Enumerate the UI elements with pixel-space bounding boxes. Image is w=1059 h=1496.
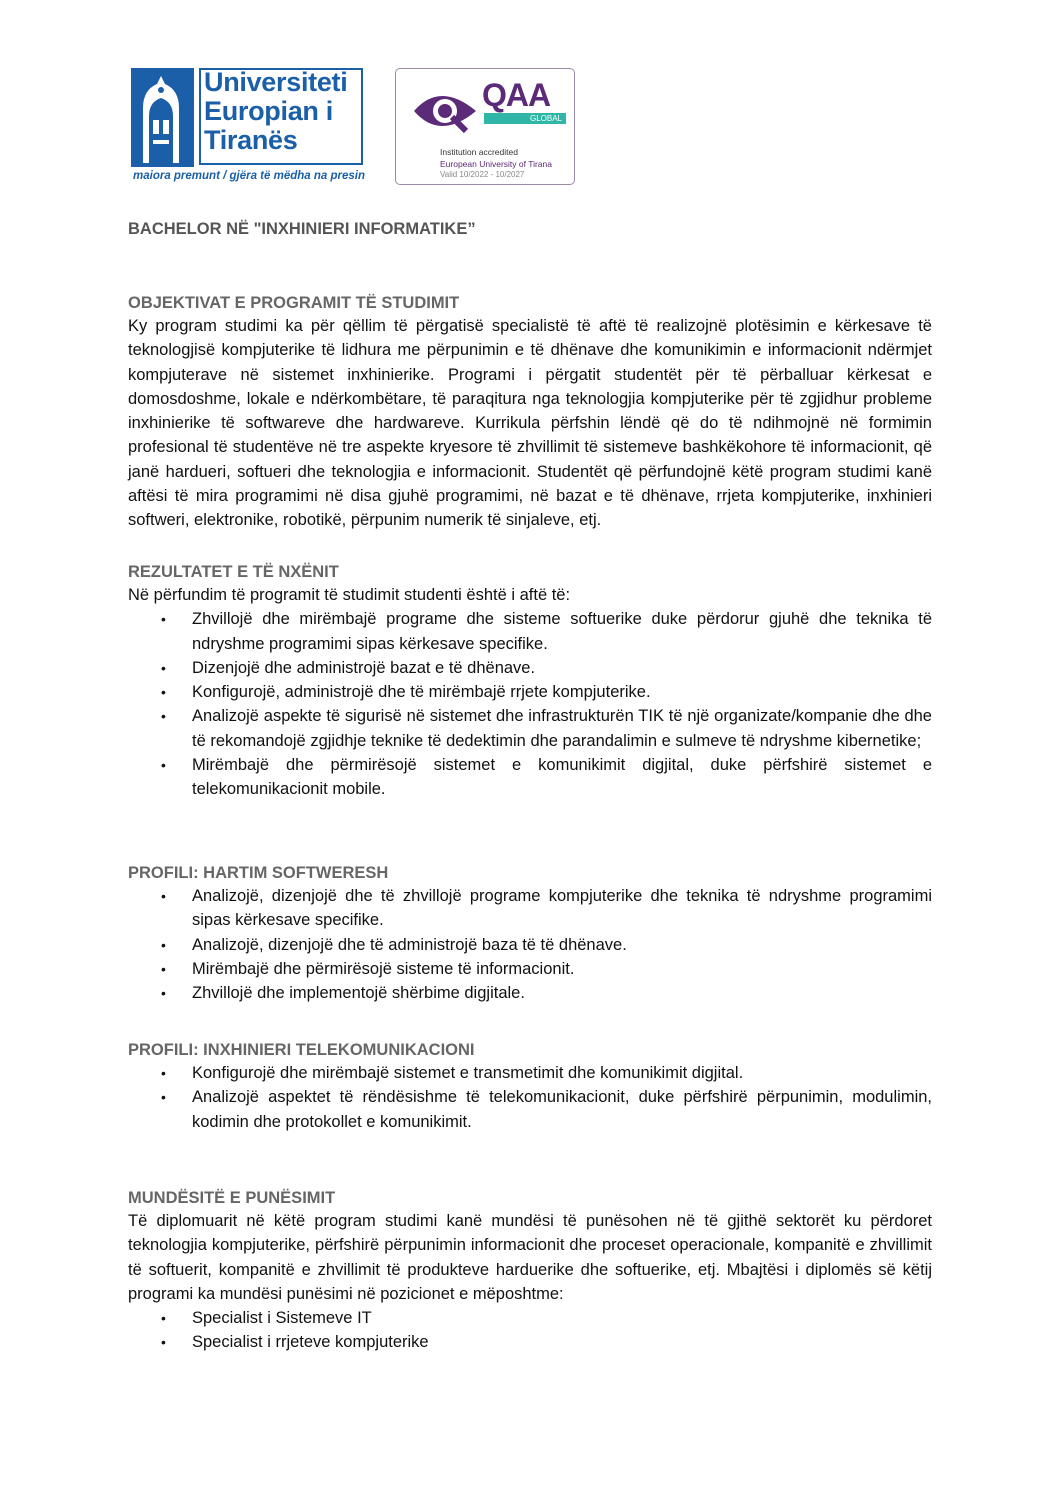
university-logo [131, 68, 365, 186]
list-item: • Konfigurojë, administrojë dhe të mirëmbajë rrjete kompjuterike. [161, 683, 651, 702]
list-item: • Specialist i rrjeteve kompjuterike [161, 1333, 429, 1352]
list-item: • Analizojë, dizenjojë dhe të zhvillojë programe kompjuterike dhe teknika të ndryshme programimi sipas kërkesave specifike. [161, 887, 932, 930]
profile-software-heading: PROFILI: HARTIM SOFTWERESH [128, 864, 389, 882]
qaa-institution-text: European University of Tirana [440, 159, 552, 169]
list-item: • Analizojë aspekte të sigurisë në sistemet dhe infrastrukturën TIK të një organizate/kompanie dhe dhe të rekomandojë zgjidhje teknike të dedektimin dhe parandalimin e sulmeve të ndryshme kibernetike; [161, 707, 932, 750]
document-title: BACHELOR NË "INXHINIERI INFORMATIKE” [128, 220, 476, 238]
employment-section [128, 1187, 932, 1355]
university-name-line-1: Universiteti [204, 67, 348, 97]
objectives-section [128, 292, 932, 533]
outcomes-intro: Në përfundim të programit të studimit studenti është i aftë të: [128, 586, 571, 604]
university-name-line-3: Tiranës [204, 125, 298, 155]
qaa-mark-icon [410, 83, 480, 145]
outcomes-section [128, 561, 932, 802]
list-item: • Dizenjojë dhe administrojë bazat e të dhënave. [161, 658, 536, 677]
profile-telecom-section [128, 1039, 932, 1134]
university-motto: maiora premunt / gjëra të mëdha na presin [133, 170, 365, 182]
profile-software-section [128, 862, 932, 1005]
profile-telecom-list [128, 1061, 932, 1134]
qaa-global-tag: GLOBAL [484, 113, 566, 124]
outcomes-list [128, 607, 932, 801]
outcomes-heading: REZULTATET E TË NXËNIT [128, 563, 339, 581]
list-item: • Mirëmbajë dhe përmirësojë sistemet e komunikimit digjital, duke përfshirë sistemet e telekomunikacionit mobile. [161, 756, 932, 799]
list-item: • Analizojë aspektet të rëndësishme të telekomunikacionit, duke përfshirë përpunimin, modulimin, kodimin dhe protokollet e komunikimit. [161, 1088, 932, 1131]
university-name-line-2: Europian i [204, 96, 334, 126]
list-item: • Konfigurojë dhe mirëmbajë sistemet e transmetimit dhe komunikimit digjital. [161, 1064, 744, 1082]
list-item: • Zhvillojë dhe mirëmbajë programe dhe sisteme softuerike duke përdorur gjuhë dhe teknika të ndryshme programimi sipas kërkesave specifike. [161, 610, 932, 653]
university-crest-icon [131, 68, 194, 167]
employment-text: Të diplomuarit në këtë program studimi kanë mundësi të punësohen në të gjithë sektorët ku përdoret teknologjia kompjuterike, përfshirë përpunimin informacionit dhe proceset operacionale, kompanitë e zhvillimit të softuerit, kompanitë e zhvillimit të produkteve harduerike dhe softuerike, etj. Mbajtësi i diplomës së këtij programi ka mundësi punësimi në pozicionet e mëposhtme: [128, 1212, 932, 1303]
qaa-accredited-text: Institution accredited [440, 147, 518, 157]
objectives-text: Ky program studimi ka për qëllim të përgatisë specialistë të aftë të realizojnë plotësimin e kërkesave të teknologjisë kompjuterike të lidhura me përpunimin e të dhënave dhe komunikimin e informacionit ndërmjet kompjuterave në sistemet inxhinierike. Programi i përgatit studentët për të përballuar kërkesat e domosdoshme, lokale e ndërkombëtare, të paraqitura nga teknologjia kompjuterike për të zgjidhur probleme inxhinierike të softwareve dhe hardwareve. Kurrikula përfshin lëndë që do të ndihmojnë në formimin profesional të studentëve në tre aspekte kryesore të zhvillimit të sistemeve bashkëkohore të informacionit, që janë hardueri, softueri dhe teknologjia e informacionit. Studentët që përfundojnë këtë program studimi kanë aftësi të mira programimi në disa gjuhë programimi, në bazat e të dhënave, rrjeta kompjuterike, inxhinieri softweri, elektronike, robotikë, përpunim numerik të sinjaleve, etj. [128, 317, 932, 530]
qaa-brand: QAA [482, 77, 551, 113]
list-item: • Analizojë, dizenjojë dhe të administrojë baza të të dhënave. [161, 935, 627, 954]
employment-list [128, 1306, 932, 1355]
list-item: • Zhvillojë dhe implementojë shërbime digjitale. [161, 984, 525, 1003]
employment-heading: MUNDËSITË E PUNËSIMIT [128, 1189, 336, 1207]
list-item: • Specialist i Sistemeve IT [161, 1309, 372, 1328]
objectives-heading: OBJEKTIVAT E PROGRAMIT TË STUDIMIT [128, 294, 460, 312]
list-item: • Mirëmbajë dhe përmirësojë sisteme të informacionit. [161, 959, 575, 978]
qaa-accreditation-badge [395, 68, 575, 185]
profile-software-list [128, 884, 932, 1005]
qaa-validity-text: Valid 10/2022 - 10/2027 [440, 170, 525, 179]
profile-telecom-heading: PROFILI: INXHINIERI TELEKOMUNIKACIONI [128, 1041, 475, 1059]
university-name [199, 68, 365, 167]
